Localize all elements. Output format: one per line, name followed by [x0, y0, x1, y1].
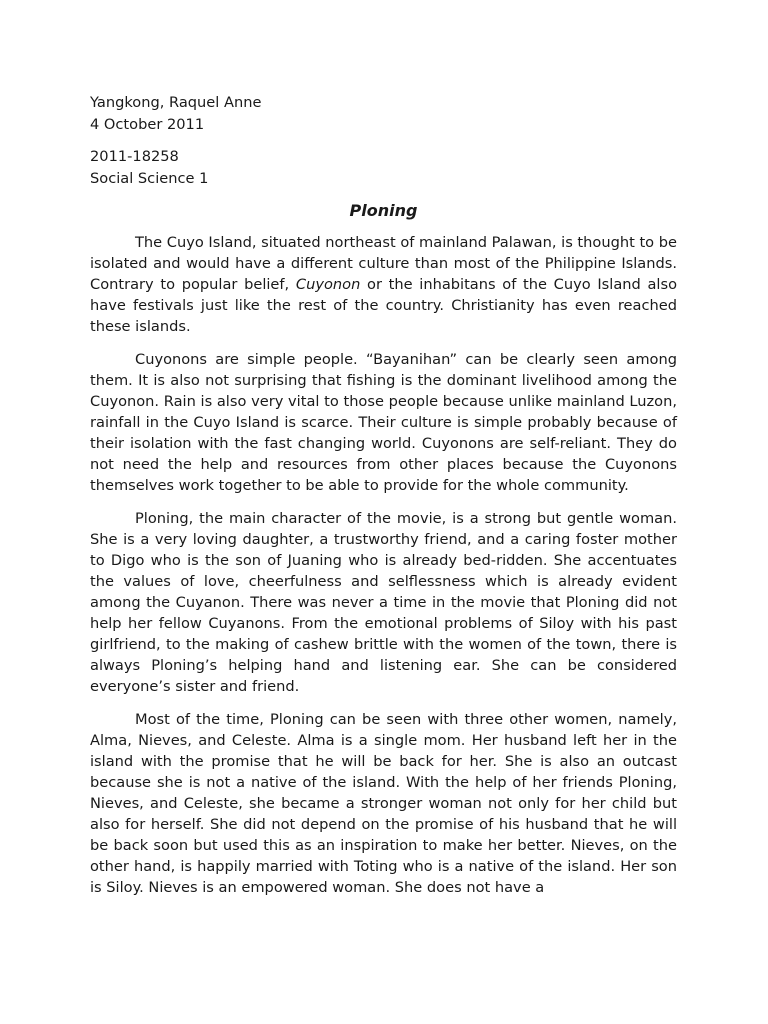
paragraph-1 [90, 232, 677, 337]
document-title: Ploning [349, 201, 418, 220]
header-block-bottom [90, 146, 677, 190]
paragraph-2: Cuyonons are simple people. “Bayanihan” can be clearly seen among them. It is also not surprising that fishing is the dominant livelihood among the Cuyonon. Rain is also very vital to those people because unlike mainland Luzon, rainfall in the Cuyo Island is scarce. Their culture is simple probably because of their isolation with the fast changing world. Cuyonons are self-reliant. They do not need the help and resources from other places because the Cuyonons themselves work together to be able to provide for the whole community. [90, 351, 677, 494]
header-block-top [90, 92, 677, 136]
paragraph-4: Most of the time, Ploning can be seen with three other women, namely, Alma, Nieves, and Celeste. Alma is a single mom. Her husband left her in the island with the promise that he will be back for her. She is also an outcast because she is not a native of the island. With the help of her friends Ploning, Nieves, and Celeste, she became a stronger woman not only for her child but also for herself. She did not depend on the promise of his husband that he will be back soon but used this as an inspiration to make her better. Nieves, on the other hand, is happily married with Toting who is a native of the island. Her son is Siloy. Nieves is an empowered woman. She does not have a [90, 711, 677, 896]
student-number: 2011-18258 [90, 148, 179, 165]
course-name: Social Science 1 [90, 170, 209, 187]
document-page [90, 92, 677, 910]
document-date: 4 October 2011 [90, 116, 205, 133]
author-name: Yangkong, Raquel Anne [90, 94, 262, 111]
paragraph-1-text-b: or the inhabitans of the Cuyo Island also have festivals just like the rest of the country. Christianity has even reached these islands. [90, 276, 678, 335]
paragraph-1-emphasis: Cuyonon [295, 276, 361, 293]
paragraph-3: Ploning, the main character of the movie, is a strong but gentle woman. She is a very loving daughter, a trustworthy friend, and a caring foster mother to Digo who is the son of Juaning who is already bed-ridden. She accentuates the values of love, cheerfulness and selflessness which is already evident among the Cuyanon. There was never a time in the movie that Ploning did not help her fellow Cuyanons. From the emotional problems of Siloy with his past girlfriend, to the making of cashew brittle with the women of the town, there is always Ploning’s helping hand and listening ear. She can be considered everyone’s sister and friend. [90, 510, 677, 695]
paragraph-1-text-a: The Cuyo Island, situated northeast of mainland Palawan, is thought to be isolated and would have a different culture than most of the Philippine Islands. Contrary to popular belief, [90, 234, 677, 293]
